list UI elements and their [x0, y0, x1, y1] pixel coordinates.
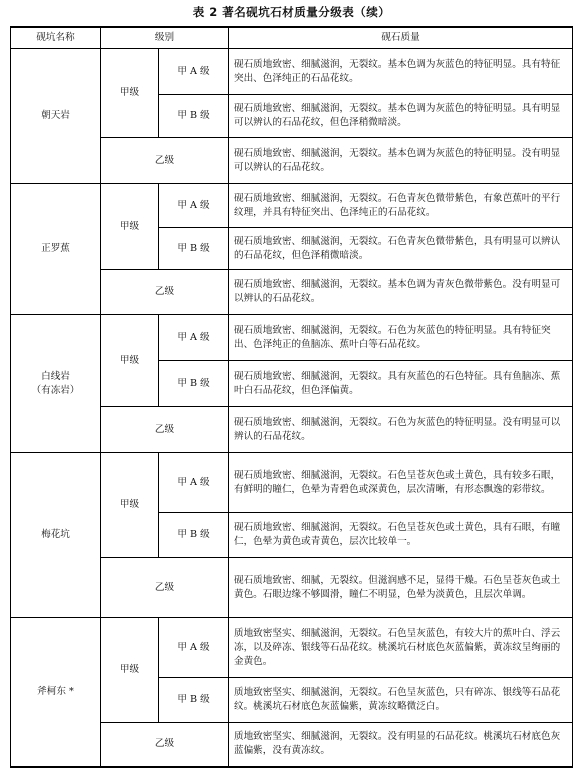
table-row	[11, 184, 573, 228]
pit-name: 斧柯东 *	[11, 618, 101, 767]
quality-desc: 砚石质地致密、细腻滋润，无裂纹。石色为灰蓝色的特征明显。没有明显可以辨认的石品花纹。	[229, 407, 573, 453]
quality-desc: 质地致密坚实、细腻滋润，无裂纹。没有明显的石品花纹。桃溪坑石材底色灰蓝偏紫，没有黄冻纹。	[229, 723, 573, 767]
quality-desc: 砚石质地致密、细腻滋润，无裂纹。基本色调为灰蓝色的特征明显。具有特征突出、色泽纯正的石品花纹。	[229, 49, 573, 95]
grade-jia: 甲级	[101, 315, 159, 407]
table-caption: 表 2 著名砚坑石材质量分级表（续）	[192, 5, 391, 19]
grade-jia: 甲级	[101, 618, 159, 723]
grade-jia: 甲级	[101, 453, 159, 558]
header-row	[11, 27, 573, 49]
grade-jia-a: 甲 A 级	[159, 315, 229, 361]
table-row	[11, 618, 573, 678]
quality-desc: 质地致密坚实、细腻滋润，无裂纹。石色呈灰蓝色，有较大片的蕉叶白、浮云冻，以及碎冻、银线等石品花纹。桃溪坑石材底色灰蓝偏紫，黄冻纹呈绚丽的金黄色。	[229, 618, 573, 678]
quality-desc: 砚石质地致密、细腻滋润，无裂纹。基本色调为灰蓝色的特征明显。没有明显可以辨认的石品花纹。	[229, 138, 573, 184]
pit-name-alias: （有冻岩）	[31, 384, 80, 396]
quality-desc: 质地致密坚实、细腻滋润，无裂纹。石色呈灰蓝色，只有碎冻、银线等石品花纹。桃溪坑石材底色灰蓝偏紫，黄冻纹略微泛白。	[229, 678, 573, 723]
grade-yi: 乙级	[101, 407, 229, 453]
quality-desc: 砚石质地致密、细腻滋润，无裂纹。石色为灰蓝色的特征明显。具有特征突出、色泽纯正的鱼脑冻、蕉叶白等石品花纹。	[229, 315, 573, 361]
table-row	[11, 315, 573, 361]
header-pit-name: 砚坑名称	[11, 27, 101, 49]
pit-name: 正罗蕉	[11, 184, 101, 315]
grade-jia-b: 甲 B 级	[159, 513, 229, 558]
header-grade: 级别	[101, 27, 229, 49]
grade-yi: 乙级	[101, 723, 229, 767]
quality-desc: 砚石质地致密、细腻滋润，无裂纹。石色呈苍灰色或土黄色，具有较多石眼，有鲜明的瞳仁，色晕为青碧色或深黄色，层次清晰，有形态飘逸的彩带纹。	[229, 453, 573, 513]
quality-desc: 砚石质地致密、细腻，无裂纹。但滋润感不足，显得干燥。石色呈苍灰色或土黄色。石眼边缘不够圆滑，瞳仁不明显，色晕为淡黄色，且层次单调。	[229, 558, 573, 618]
grade-jia: 甲级	[101, 184, 159, 270]
grade-yi: 乙级	[101, 558, 229, 618]
quality-grade-table	[10, 26, 573, 768]
header-quality: 砚石质量	[229, 27, 573, 49]
quality-desc: 砚石质地致密、细腻滋润，无裂纹。具有灰蓝色的石色特征。具有鱼脑冻、蕉叶白石品花纹，但色泽偏黄。	[229, 361, 573, 407]
grade-jia-b: 甲 B 级	[159, 228, 229, 270]
quality-desc: 砚石质地致密、细腻滋润，无裂纹。基本色调为青灰色微带紫色。没有明显可以辨认的石品花纹。	[229, 270, 573, 315]
pit-name-main: 白线岩	[41, 370, 70, 382]
grade-jia: 甲级	[101, 49, 159, 138]
grade-yi: 乙级	[101, 138, 229, 184]
quality-desc: 砚石质地致密、细腻滋润，无裂纹。石色呈苍灰色或土黄色，具有石眼，有瞳仁，色晕为黄色或青黄色，层次比较单一。	[229, 513, 573, 558]
grade-jia-a: 甲 A 级	[159, 618, 229, 678]
grade-yi: 乙级	[101, 270, 229, 315]
grade-jia-a: 甲 A 级	[159, 184, 229, 228]
quality-desc: 砚石质地致密、细腻滋润，无裂纹。基本色调为灰蓝色的特征明显。具有明显可以辨认的石品花纹，但色泽稍微暗淡。	[229, 95, 573, 138]
table-row	[11, 49, 573, 95]
grade-jia-a: 甲 A 级	[159, 453, 229, 513]
pit-name: 朝天岩	[11, 49, 101, 184]
grade-jia-b: 甲 B 级	[159, 678, 229, 723]
grade-jia-a: 甲 A 级	[159, 49, 229, 95]
quality-desc: 砚石质地致密、细腻滋润，无裂纹。石色青灰色微带紫色，有象芭蕉叶的平行纹理，并具有特征突出、色泽纯正的石品花纹。	[229, 184, 573, 228]
table-row	[11, 453, 573, 513]
pit-name	[11, 315, 101, 453]
grade-jia-b: 甲 B 级	[159, 95, 229, 138]
grade-jia-b: 甲 B 级	[159, 361, 229, 407]
quality-desc: 砚石质地致密、细腻滋润，无裂纹。石色青灰色微带紫色，具有明显可以辨认的石品花纹，但色泽稍微暗淡。	[229, 228, 573, 270]
pit-name: 梅花坑	[11, 453, 101, 618]
